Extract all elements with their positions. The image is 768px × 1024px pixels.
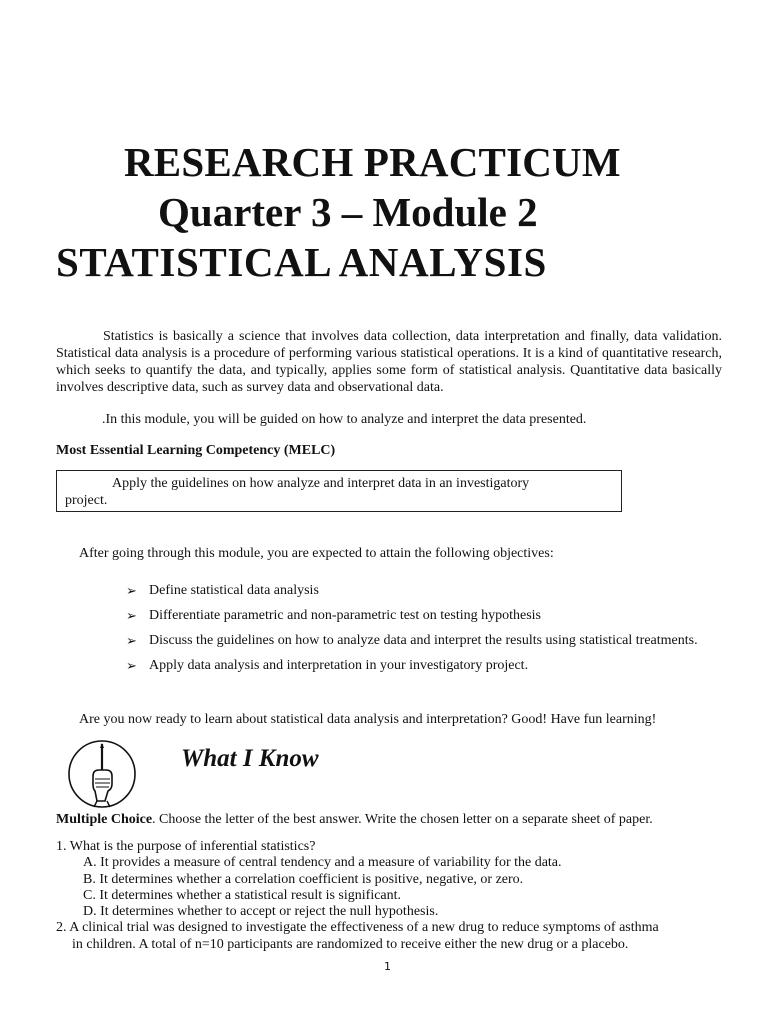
hand-holding-pencil-icon xyxy=(66,738,138,810)
title-topic: STATISTICAL ANALYSIS xyxy=(56,239,547,285)
melc-heading: Most Essential Learning Competency (MELC) xyxy=(56,443,336,458)
multiple-choice-instruction xyxy=(56,812,653,828)
page-number: 1 xyxy=(384,960,391,973)
objective-text: Differentiate parametric and non-parametric test on testing hypothesis xyxy=(149,608,541,623)
melc-text-line1: Apply the guidelines on how analyze and interpret data in an investigatory xyxy=(112,476,530,491)
objective-item xyxy=(126,578,722,603)
objectives-intro: After going through this module, you are expected to attain the following objectives: xyxy=(79,546,554,561)
objective-item xyxy=(126,628,722,653)
instruction-label: Multiple Choice xyxy=(56,812,153,827)
question-text: 2. A clinical trial was designed to investigate the effectiveness of a new drug to reduce symptoms of asthma xyxy=(56,920,659,936)
melc-text-line2: project. xyxy=(65,493,108,508)
objective-text: Define statistical data analysis xyxy=(149,583,319,598)
objectives-list xyxy=(126,578,722,678)
question-text: 1. What is the purpose of inferential statistics? xyxy=(56,839,316,854)
arrow-bullet-icon: ➢ xyxy=(126,583,137,598)
arrow-bullet-icon: ➢ xyxy=(126,658,137,673)
what-i-know-title: What I Know xyxy=(181,745,319,772)
arrow-bullet-icon: ➢ xyxy=(126,608,137,623)
module-note: .In this module, you will be guided on how to analyze and interpret the data presented. xyxy=(102,412,587,427)
objective-item xyxy=(126,653,722,678)
objective-text: Apply data analysis and interpretation in your investigatory project. xyxy=(149,658,529,673)
objective-item xyxy=(126,603,722,628)
answer-option: C. It determines whether a statistical result is significant. xyxy=(83,887,402,903)
intro-paragraph: Statistics is basically a science that involves data collection, data interpretation and finally, data validation. Statistical data analysis is a procedure of performing various statistical operations. It is a kind of quantitative research, which seeks to quantify the data, and typically, applies some form of statistical analysis. Quantitative data basically involves descriptive data, such as survey data and observational data. xyxy=(56,329,722,395)
arrow-bullet-icon: ➢ xyxy=(126,633,137,648)
instruction-text: . Choose the letter of the best answer. Write the chosen letter on a separate sheet of paper. xyxy=(152,812,653,827)
question-continuation: in children. A total of n=10 participants are randomized to receive either the new drug or a placebo. xyxy=(72,936,629,952)
melc-box xyxy=(56,470,622,512)
questions-list xyxy=(56,839,726,953)
title-course: RESEARCH PRACTICUM xyxy=(124,139,621,185)
ready-prompt: Are you now ready to learn about statistical data analysis and interpretation? Good! Have fun learning! xyxy=(79,712,657,727)
answer-option: A. It provides a measure of central tendency and a measure of variability for the data. xyxy=(83,855,562,871)
title-quarter-module: Quarter 3 – Module 2 xyxy=(158,189,538,235)
objective-text: Discuss the guidelines on how to analyze data and interpret the results using statistical treatments. xyxy=(149,633,698,648)
answer-option: B. It determines whether a correlation coefficient is positive, negative, or zero. xyxy=(83,871,524,887)
answer-option: D. It determines whether to accept or reject the null hypothesis. xyxy=(83,904,439,920)
